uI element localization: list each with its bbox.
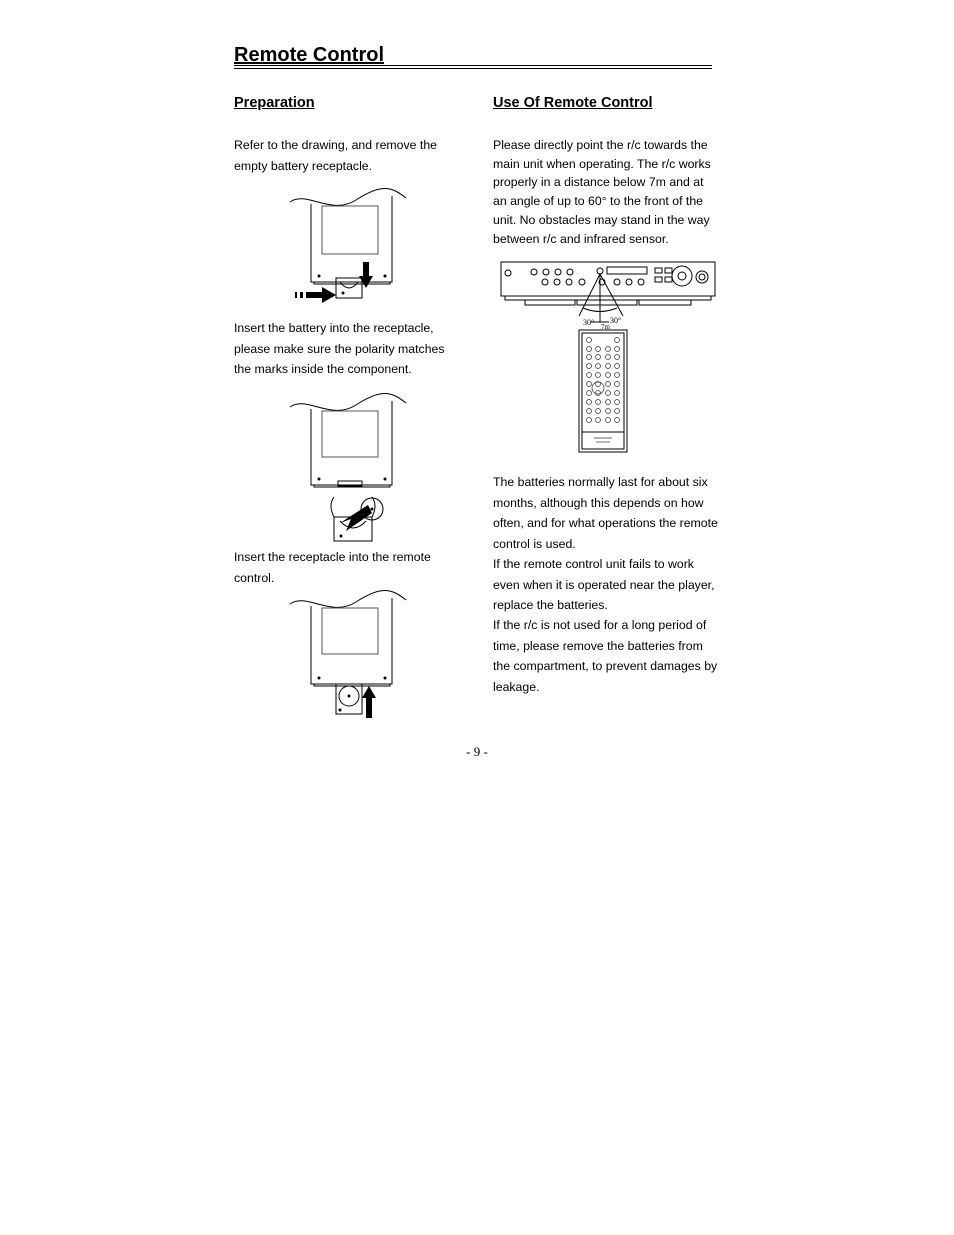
- remove-receptacle-figure: [286, 186, 410, 304]
- preparation-heading: Preparation: [234, 95, 315, 111]
- insert-receptacle-figure: [286, 588, 410, 720]
- title-rule-double: [234, 68, 712, 69]
- angle-left-label: 30°: [583, 318, 595, 327]
- batteries-life-text: The batteries normally last for about six months, although this depends on how often, and for what operations the remote control is used.: [493, 475, 718, 551]
- preparation-step1-text: Refer to the drawing, and remove the empty battery receptacle.: [234, 138, 438, 173]
- replace-batteries-text: If the remote control unit fails to work even when it is operated near the player, replace the batteries.: [493, 557, 715, 612]
- page-number: - 9 -: [466, 744, 488, 759]
- title-rule: [234, 65, 712, 66]
- remote-range-diagram: [499, 260, 719, 456]
- distance-label: 7m: [601, 323, 610, 331]
- angle-right-label: 30°: [610, 316, 622, 325]
- remove-batteries-text: If the r/c is not used for a long period of time, please remove the batteries from the compartment, to prevent damages by leakage.: [493, 618, 718, 694]
- use-heading: Use Of Remote Control: [493, 95, 653, 111]
- preparation-step3-text: Insert the receptacle into the remote control.: [234, 550, 431, 585]
- use-intro-text: Please directly point the r/c towards the main unit when operating. The r/c works properly in a distance below 7m and at an angle of up to 60° to the front of the unit. No obstacles may stand in the way between r/c and infrared sensor.: [493, 138, 711, 246]
- page-title: Remote Control: [234, 44, 384, 66]
- insert-battery-figure: [286, 393, 410, 545]
- preparation-step2-text: Insert the battery into the receptacle, please make sure the polarity matches the marks inside the component.: [234, 321, 445, 376]
